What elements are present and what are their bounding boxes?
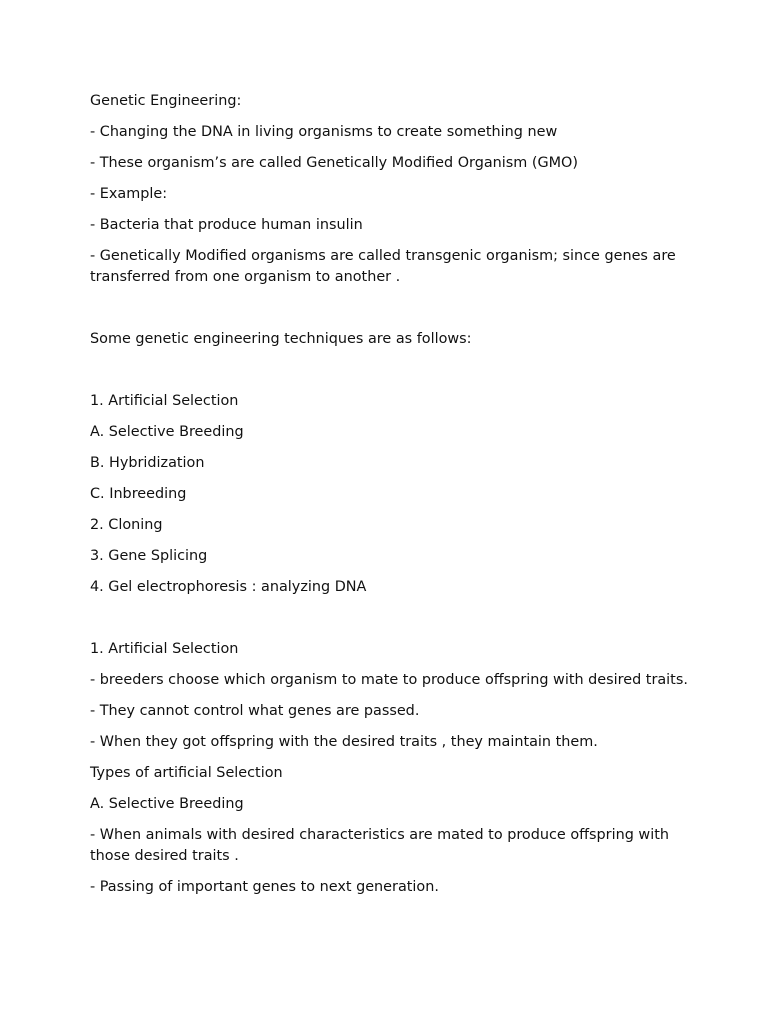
section-heading: 1. Artificial Selection	[90, 641, 239, 657]
list-item: 2. Cloning	[90, 517, 163, 533]
bullet-line: - Passing of important genes to next generation.	[90, 879, 439, 895]
bullet-line: - Bacteria that produce human insulin	[90, 217, 363, 233]
document-page	[90, 91, 690, 908]
list-item: 4. Gel electrophoresis : analyzing DNA	[90, 579, 367, 595]
list-item: B. Hybridization	[90, 455, 205, 471]
techniques-intro: Some genetic engineering techniques are as follows:	[90, 331, 472, 347]
bullet-line: - When animals with desired characteristics are mated to produce offspring with those desired traits .	[90, 827, 669, 864]
list-item: C. Inbreeding	[90, 486, 187, 502]
bullet-line: - Genetically Modified organisms are called transgenic organism; since genes are transferred from one organism to another .	[90, 248, 676, 285]
bullet-line: - These organism’s are called Genetically Modified Organism (GMO)	[90, 155, 578, 171]
blank-line	[90, 608, 690, 629]
list-item: A. Selective Breeding	[90, 424, 244, 440]
list-item: A. Selective Breeding	[90, 796, 244, 812]
subsection-heading: Types of artificial Selection	[90, 765, 283, 781]
bullet-line: - They cannot control what genes are passed.	[90, 703, 420, 719]
blank-line	[90, 360, 690, 381]
bullet-line: - When they got offspring with the desired traits , they maintain them.	[90, 734, 598, 750]
bullet-line: - Changing the DNA in living organisms to create something new	[90, 124, 558, 140]
list-item: 1. Artificial Selection	[90, 393, 239, 409]
bullet-line: - Example:	[90, 186, 168, 202]
list-item: 3. Gene Splicing	[90, 548, 208, 564]
heading-genetic-engineering: Genetic Engineering:	[90, 93, 242, 109]
blank-line	[90, 298, 690, 319]
bullet-line: - breeders choose which organism to mate to produce offspring with desired traits.	[90, 672, 688, 688]
